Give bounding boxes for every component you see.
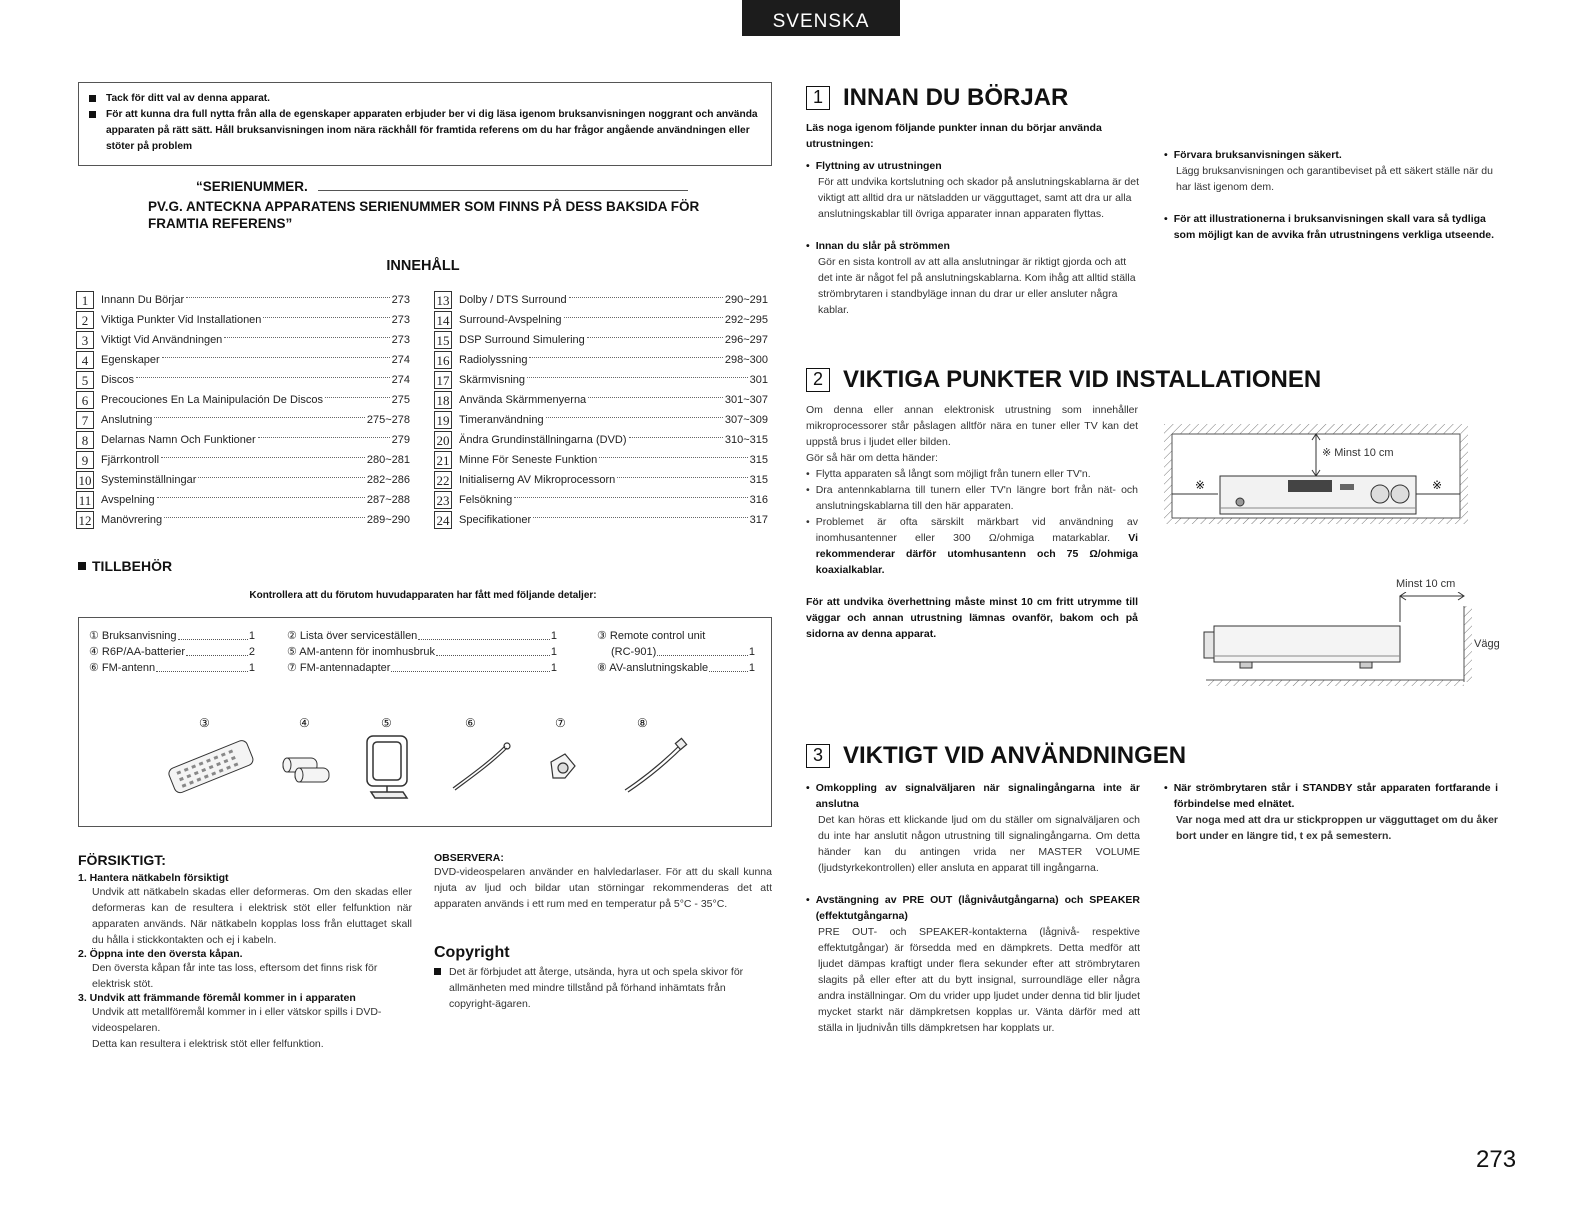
toc-item (76, 430, 410, 450)
toc-item-label: Använda Skärmmenyerna (459, 394, 587, 406)
toc-item-number: 19 (434, 411, 452, 429)
list-item: • Problemet är ofta särskilt märkbart vid användning av inomhusantenner eller 300 Ω/ohmiga matarkablar. Vi rekommenderar därför utomhusantenn och 75 Ω/ohmiga koaxialkablar. (806, 514, 1138, 578)
clearance-diagram-top (1160, 420, 1472, 530)
list-item-title: • När strömbrytaren står i STANDBY står apparaten fortfarande i förbindelse med elnätet. (1164, 780, 1498, 812)
toc-item (76, 390, 410, 410)
toc-item-page: 280~281 (366, 454, 410, 466)
list-item-title: • Flyttning av utrustningen (806, 158, 1140, 174)
toc-item-page: 301 (749, 374, 768, 386)
toc-item (434, 370, 768, 390)
list-item-body: Var noga med att dra ur stickproppen ur vägguttaget om du åker bort under en längre tid, t ex på semestern. (1176, 814, 1498, 842)
toc-item (76, 510, 410, 530)
toc-item-label: Felsökning (459, 494, 513, 506)
toc-item-page: 317 (749, 514, 768, 526)
remote-control-illustration (165, 736, 255, 798)
toc-item-page: 275~278 (366, 414, 410, 426)
toc-item (434, 410, 768, 430)
toc-item-page: 290~291 (724, 294, 768, 306)
toc-item-number: 6 (76, 391, 94, 409)
caution-item-body: Undvik att metallföremål kommer in i eller vätskor spills i DVD-videospelaren. (92, 1006, 382, 1034)
page-number: 273 (1476, 1146, 1517, 1173)
toc-item-label: Egenskaper (101, 354, 160, 366)
toc-item-number: 9 (76, 451, 94, 469)
toc-item (434, 490, 768, 510)
toc-item (76, 370, 410, 390)
clearance-side-mark: ※ (1195, 478, 1206, 492)
figure-label: ⑧ (637, 716, 648, 730)
section-1-right-list (1164, 147, 1498, 243)
accessory-item: ④ R6P/AA-batterier 2 (89, 646, 255, 658)
toc-item (76, 350, 410, 370)
toc-item (434, 510, 768, 530)
toc-item (434, 290, 768, 310)
language-tab: SVENSKA (742, 0, 900, 36)
toc-item-label: Dolby / DTS Surround (459, 294, 567, 306)
accessory-item: (RC-901) 1 (611, 646, 755, 658)
toc-item-label: Skärmvisning (459, 374, 526, 386)
intro-box (78, 82, 772, 166)
toc-item (76, 330, 410, 350)
copyright-block (434, 944, 772, 1012)
toc-item-page: 298~300 (724, 354, 768, 366)
toc-item-label: Innann Du Börjar (101, 294, 185, 306)
toc-item-page: 307~309 (724, 414, 768, 426)
caution-title: FÖRSIKTIGT: (78, 852, 166, 868)
toc-item-page: 296~297 (724, 334, 768, 346)
list-item-title: • Omkoppling av signalväljaren när signalingångarna inte är anslutna (806, 780, 1140, 812)
toc-item (76, 490, 410, 510)
caution-item-title: 3. Undvik att främmande föremål kommer in i apparaten (78, 992, 356, 1004)
figure-label: ④ (299, 716, 310, 730)
section-number: 1 (806, 86, 830, 110)
fm-adapter-illustration (543, 748, 583, 788)
section-1-intro: Läs noga igenom följande punkter innan du börjar använda utrustningen: (806, 122, 1102, 150)
overheating-warning: För att undvika överhettning måste minst 10 cm fritt utrymme till väggar och annan utrustning lämnas ovanför, bakom och på sidorna av denna apparat. (806, 596, 1138, 640)
toc-item-number: 7 (76, 411, 94, 429)
serial-number-note (148, 178, 708, 232)
toc-item-page: 274 (391, 374, 410, 386)
section-number: 3 (806, 744, 830, 768)
toc-item-number: 8 (76, 431, 94, 449)
toc-item-label: Precouciones En La Mainipulación De Discos (101, 394, 323, 406)
toc-item-label: Manövrering (101, 514, 163, 526)
toc-item-label: Radiolyssning (459, 354, 528, 366)
toc-item (434, 470, 768, 490)
section-title: VIKTIGA PUNKTER VID INSTALLATIONEN (843, 366, 1322, 393)
observera-block (434, 852, 772, 912)
observera-body: DVD-videospelaren använder en halvledarlaser. För att du skall kunna njuta av ljud och bildar utan störningar rekommenderas det att apparaten används i ett rum med en temperatur på 5°C - 35°C. (434, 866, 772, 910)
clearance-side-label: Minst 10 cm (1396, 578, 1456, 590)
section-3-left-list (806, 780, 1140, 1036)
figure-label: ③ (199, 716, 210, 730)
toc-item-label: Initialiserng AV Mikroprocessorn (459, 474, 616, 486)
section-1-heading (806, 84, 1068, 112)
toc-item-number: 11 (76, 491, 94, 509)
section-3-heading (806, 742, 1186, 770)
toc-item-page: 315 (749, 454, 768, 466)
toc-item-label: Ändra Grundinställningarna (DVD) (459, 434, 627, 446)
toc-item-label: Specifikationer (459, 514, 532, 526)
section-1-left-list (806, 158, 1140, 318)
toc-item-number: 22 (434, 471, 452, 489)
section-2-paragraph: Gör så här om detta händer: (806, 452, 938, 464)
list-item-title: • Avstängning av PRE OUT (lågnivåutgångarna) och SPEAKER (effektutgångarna) (806, 892, 1140, 924)
serial-instruction: PV.G. ANTECKNA APPARATENS SERIENUMMER SOM FINNS PÅ DESS BAKSIDA FÖR FRAMTIA REFERENS” (148, 199, 700, 231)
section-number: 2 (806, 368, 830, 392)
list-item-body: Gör en sista kontroll av att alla anslutningar är riktigt gjorda och att det inte är något fel på anslutningskablarna. Kom ihåg att alltid ställa strömbrytaren i standbyläge innan du drar ur eller ansluter några kablar. (818, 256, 1136, 316)
section-3-right-list (1164, 780, 1498, 844)
toc-item-number: 21 (434, 451, 452, 469)
list-item-title: • Förvara bruksanvisningen säkert. (1164, 147, 1498, 163)
accessory-item: ③ Remote control unit (597, 630, 706, 642)
clearance-side-mark: ※ (1432, 478, 1443, 492)
toc-item-number: 23 (434, 491, 452, 509)
toc-title: INNEHÅLL (386, 258, 460, 274)
list-item: • Dra antennkablarna till tunern eller TV'n längre bort från nät- och anslutningskablarna till den här apparaten. (806, 482, 1138, 514)
caution-item-title: 2. Öppna inte den översta kåpan. (78, 948, 243, 960)
list-item-body: PRE OUT- och SPEAKER-kontakterna (lågnivå- respektive effektutgångar) är försedda med en dämpkrets. Detta medför att ljudet dämpas kraftigt under flera sekunder efter att strömbrytaren slagits på eller efter att du bytt insignal, surroundläge eller några andra inställningar. Om du vrider upp ljudet under denna tid blir ljudet mycket starkt när dämpkretsen kopplas ur. Vänta därför med att ställa in ljudnivån tills dämpkretsen har kopplats ur. (818, 926, 1140, 1034)
toc-item-page: 275 (391, 394, 410, 406)
accessory-item: ① Bruksanvisning 1 (89, 630, 255, 642)
toc-item-label: Minne För Seneste Funktion (459, 454, 598, 466)
toc-item-label: Viktigt Vid Användningen (101, 334, 223, 346)
toc-item-label: Fjärrkontroll (101, 454, 160, 466)
toc-item-label: Systeminställningar (101, 474, 197, 486)
copyright-title: Copyright (434, 944, 510, 961)
batteries-illustration (279, 752, 335, 786)
intro-line: För att kunna dra full nytta från alla de egenskaper apparaten erbjuder ber vi dig läsa igenom bruksanvisningen noggrant och använda apparaten på rätt sätt. Håll bruksanvisningen inom nära räckhåll för framtida referens om du har frågor angående användningen eller stöter på problem (89, 107, 761, 155)
caution-item-body: Den översta kåpan får inte tas loss, eftersom det finns risk för elektrisk stöt. (92, 962, 378, 990)
toc-item-number: 2 (76, 311, 94, 329)
toc-item-number: 13 (434, 291, 452, 309)
toc-item-page: 274 (391, 354, 410, 366)
toc-item-number: 3 (76, 331, 94, 349)
list-item: • Flytta apparaten så långt som möjligt från tunern eller TV'n. (806, 466, 1138, 482)
toc-item-label: Avspelning (101, 494, 155, 506)
toc-item-number: 20 (434, 431, 452, 449)
section-title: INNAN DU BÖRJAR (843, 84, 1069, 111)
toc-item-number: 24 (434, 511, 452, 529)
toc-item-number: 12 (76, 511, 94, 529)
toc-item-number: 14 (434, 311, 452, 329)
toc-item (434, 330, 768, 350)
toc-item (434, 350, 768, 370)
toc-item-number: 4 (76, 351, 94, 369)
toc-item-page: 273 (391, 294, 410, 306)
toc-item-page: 287~288 (366, 494, 410, 506)
toc-item-page: 316 (749, 494, 768, 506)
toc-item (434, 430, 768, 450)
toc-right-column (434, 290, 768, 530)
toc-item (434, 450, 768, 470)
toc-item-number: 18 (434, 391, 452, 409)
accessory-item: ⑧ AV-anslutningskable 1 (597, 662, 755, 674)
clearance-top-label: ※ Minst 10 cm (1322, 447, 1394, 459)
wall-label: Vägg (1474, 638, 1500, 650)
toc-item-number: 10 (76, 471, 94, 489)
copyright-body-row (434, 964, 772, 1012)
section-2-paragraph: Om denna eller annan elektronisk utrustning som innehåller mikroprocessorer står påslagen alltför nära en tuner eller TV kan det uppstå brus i ljudet eller bilden. (806, 404, 1138, 448)
caution-item-body: Undvik att nätkabeln skadas eller deformeras. Om den skadas eller deformeras kan de resultera i elektrisk stöt eller felfunktion när apparaten används. När nätkabeln kopplas loss från eluttaget skall du hålla i stickkontakten och ej i kabeln. (92, 886, 412, 946)
figure-label: ⑤ (381, 716, 392, 730)
accessory-item: ⑥ FM-antenn 1 (89, 662, 255, 674)
toc-item-page: 279 (391, 434, 410, 446)
toc-item (434, 310, 768, 330)
toc-item-page: 310~315 (724, 434, 768, 446)
accessories-box (78, 617, 772, 827)
toc-item (76, 450, 410, 470)
toc-item (76, 470, 410, 490)
toc-item-number: 15 (434, 331, 452, 349)
list-item-body: För att undvika kortslutning och skador på anslutningskablarna är det viktigt att alltid dra ur nätsladden ur vägguttaget, samt att dra ur alla anslutningskablar till övriga apparater innan apparaten flyttas. (818, 176, 1140, 220)
list-item-body: Lägg bruksanvisningen och garantibeviset på ett säkert ställe när du har läst igenom dem. (1176, 165, 1493, 193)
figure-label: ⑦ (555, 716, 566, 730)
toc-item-label: Viktiga Punkter Vid Installationen (101, 314, 262, 326)
toc-item-label: Timeranvändning (459, 414, 544, 426)
copyright-body: Det är förbjudet att återge, utsända, hyra ut och spela skivor för allmänheten med mindre tillstånd på förhand inhämtats från copyright-ägaren. (449, 966, 744, 1010)
toc-item-label: DSP Surround Simulering (459, 334, 585, 346)
toc-item-page: 282~286 (366, 474, 410, 486)
fm-antenna-illustration (449, 738, 513, 794)
toc-item (76, 310, 410, 330)
toc-item-page: 273 (391, 314, 410, 326)
accessory-item: ⑦ FM-antennadapter 1 (287, 662, 557, 674)
intro-line: Tack för ditt val av denna apparat. (89, 91, 761, 107)
caution-item-title: 1. Hantera nätkabeln försiktigt (78, 872, 229, 884)
toc-item (76, 410, 410, 430)
toc-item-number: 5 (76, 371, 94, 389)
toc-item-page: 289~290 (366, 514, 410, 526)
observera-title: OBSERVERA: (434, 852, 504, 864)
toc-item (76, 290, 410, 310)
serial-label: “SERIENUMMER. (196, 179, 308, 194)
caution-extra: Detta kan resultera i elektrisk stöt eller felfunktion. (92, 1038, 324, 1050)
toc-item-label: Surround-Avspelning (459, 314, 562, 326)
toc-item-page: 292~295 (724, 314, 768, 326)
toc-item-label: Discos (101, 374, 135, 386)
section-2-text (806, 402, 1138, 578)
toc-item-page: 301~307 (724, 394, 768, 406)
toc-item-number: 17 (434, 371, 452, 389)
caution-list (78, 872, 412, 1052)
figure-label: ⑥ (465, 716, 476, 730)
section-2-heading (806, 366, 1321, 394)
section-title: VIKTIGT VID ANVÄNDNINGEN (843, 742, 1187, 769)
clearance-diagram-side (1200, 592, 1472, 692)
toc-item-label: Anslutning (101, 414, 153, 426)
toc-item-number: 1 (76, 291, 94, 309)
am-antenna-illustration (361, 732, 417, 802)
toc-item-page: 273 (391, 334, 410, 346)
toc-item-number: 16 (434, 351, 452, 369)
toc-item-label: Delarnas Namn Och Funktioner (101, 434, 256, 446)
toc-item-page: 315 (749, 474, 768, 486)
av-cable-illustration (619, 736, 689, 796)
toc-left-column (76, 290, 410, 530)
accessory-item: ② Lista över serviceställen 1 (287, 630, 557, 642)
list-item-title: • För att illustrationerna i bruksanvisningen skall vara så tydliga som möjligt kan de avvika från utrustningens verkliga utseende. (1164, 211, 1498, 243)
toc-item (434, 390, 768, 410)
list-item-title: • Innan du slår på strömmen (806, 238, 1140, 254)
accessories-note: Kontrollera att du förutom huvudapparaten har fått med följande detaljer: (249, 590, 597, 601)
accessories-heading: TILLBEHÖR (78, 558, 172, 574)
list-item-body: Det kan höras ett klickande ljud om du ställer om signalväljaren och du inte har anslutit någon utrustning till signalingångarna. Om detta händer kan du antingen vrida ner MASTER VOLUME (ljudstyrkekontrollen) eller ansluta en apparat till ingångarna. (818, 814, 1140, 874)
accessory-item: ⑤ AM-antenn för inomhusbruk 1 (287, 646, 557, 658)
